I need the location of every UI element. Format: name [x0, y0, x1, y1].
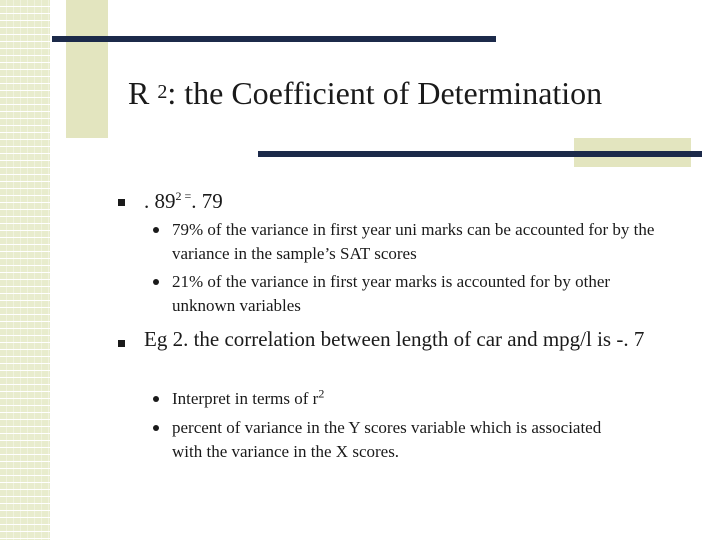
bullet-1-text: . $89^{2 =}$. 79	[144, 189, 223, 213]
bullet-1-sub-1: 79% of the variance in first year uni marks can be accounted for by the variance in the sample’s SAT scores	[172, 220, 655, 263]
round-bullet-icon	[153, 396, 159, 402]
square-bullet-icon	[118, 340, 125, 347]
bullet-2-sub-1: Interpret in terms of $r^2$	[172, 386, 325, 408]
bullet-2-sub-2: percent of variance in the Y scores variable which is associated with the variance in the X scores.	[172, 418, 602, 461]
round-bullet-icon	[153, 227, 159, 233]
striped-side-panel	[0, 0, 50, 540]
title-rule-top	[52, 36, 496, 42]
square-bullet-icon	[118, 199, 125, 206]
accent-block-top	[66, 0, 108, 138]
round-bullet-icon	[153, 279, 159, 285]
title-prefix: R	[128, 75, 158, 111]
title-rest: : the Coefficient of Determination	[167, 75, 603, 111]
slide-title	[128, 74, 602, 117]
bullet-2-text: Eg 2. the correlation between length of car and mpg/l is -. 7	[144, 327, 645, 351]
title-rule-bottom	[258, 151, 702, 157]
round-bullet-icon	[153, 425, 159, 431]
title-superscript: 2	[157, 81, 168, 103]
bullet-1-sub-2: 21% of the variance in first year marks is accounted for by other unknown variables	[172, 272, 611, 315]
